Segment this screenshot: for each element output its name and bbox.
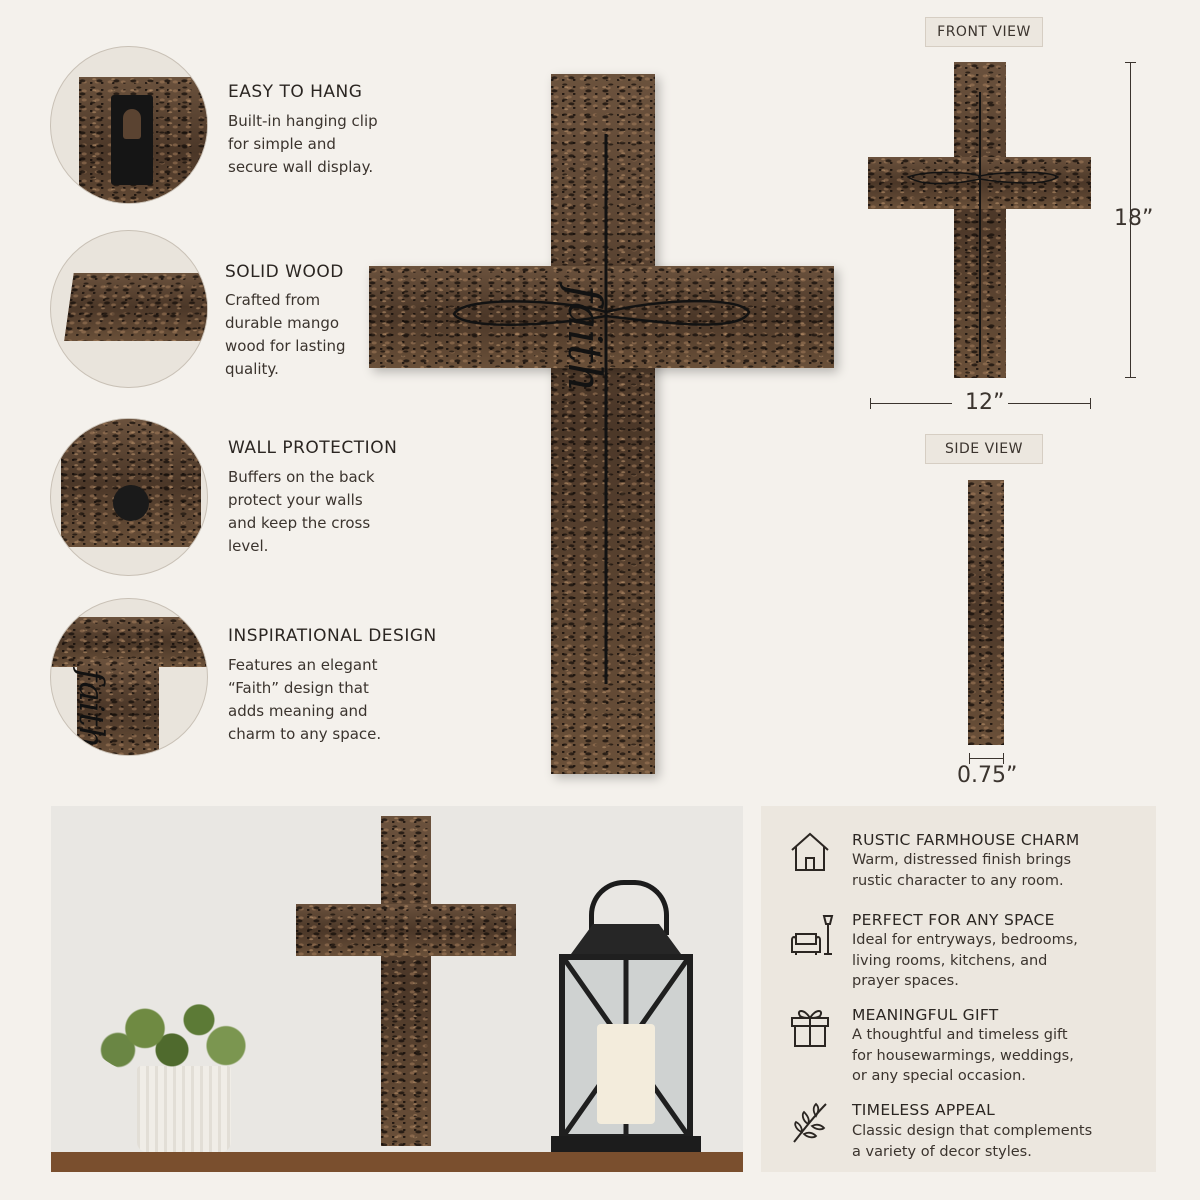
hanging-clip-closeup [50,46,208,204]
feature-title-inspirational-design: INSPIRATIONAL DESIGN [228,626,437,646]
house-icon [786,828,834,876]
lifestyle-cross-horizontal [296,904,516,956]
benefit-text-timeless: Classic design that complements a variety of decor styles. [852,1123,1093,1160]
lantern-base [551,1136,701,1152]
benefit-title-timeless: TIMELESS APPEAL [852,1101,996,1119]
side-view-label: SIDE VIEW [925,434,1043,464]
faith-script-closeup: faith [71,669,111,749]
feature-text-easy-to-hang: Built-in hanging clip for simple and secure wall display. [228,112,378,176]
width-dimension-line-left [870,403,952,404]
feature-text-wall-protection: Buffers on the back protect your walls and keep the cross level. [228,468,375,555]
wall-bumper-closeup [50,418,208,576]
side-view-beam [968,480,1004,745]
benefit-text-gift: A thoughtful and timeless gift for housewarmings, weddings, or any special occasion. [852,1027,1074,1084]
benefit-text-any-space: Ideal for entryways, bedrooms, living rooms, kitchens, and prayer spaces. [852,932,1078,989]
feature-title-solid-wood: SOLID WOOD [225,262,344,282]
benefit-text-rustic: Warm, distressed finish brings rustic character to any room. [852,852,1072,889]
faith-script: faith [558,285,612,393]
faith-engraving-closeup [50,598,208,756]
lantern-body [559,954,693,1140]
height-dimension: 18” [1114,206,1154,231]
feature-title-easy-to-hang: EASY TO HANG [228,82,363,102]
leaf-sprig-icon [786,1098,834,1146]
wooden-shelf [51,1152,743,1172]
lifestyle-cross-vertical [381,816,431,1146]
benefit-title-gift: MEANINGFUL GIFT [852,1006,999,1024]
gift-icon [786,1002,834,1050]
armchair-lamp-icon [786,910,834,958]
width-dimension: 12” [965,390,1005,415]
feature-title-wall-protection: WALL PROTECTION [228,438,398,458]
front-view-label: FRONT VIEW [925,17,1043,47]
solid-wood-closeup [50,230,208,388]
feature-text-inspirational-design: Features an elegant “Faith” design that adds meaning and charm to any space. [228,656,382,743]
feature-text-solid-wood: Crafted from durable mango wood for lasting quality. [225,291,346,378]
benefit-title-any-space: PERFECT FOR ANY SPACE [852,911,1055,929]
plant-leaves [91,994,271,1080]
width-dimension-line-right [1008,403,1090,404]
benefit-title-rustic: RUSTIC FARMHOUSE CHARM [852,831,1080,849]
faith-engraving [369,74,834,774]
candle [597,1024,655,1124]
front-view-engraving [868,62,1091,378]
lifestyle-photo [51,806,743,1172]
depth-dimension: 0.75” [957,763,1018,788]
depth-dimension-line [969,758,1003,759]
